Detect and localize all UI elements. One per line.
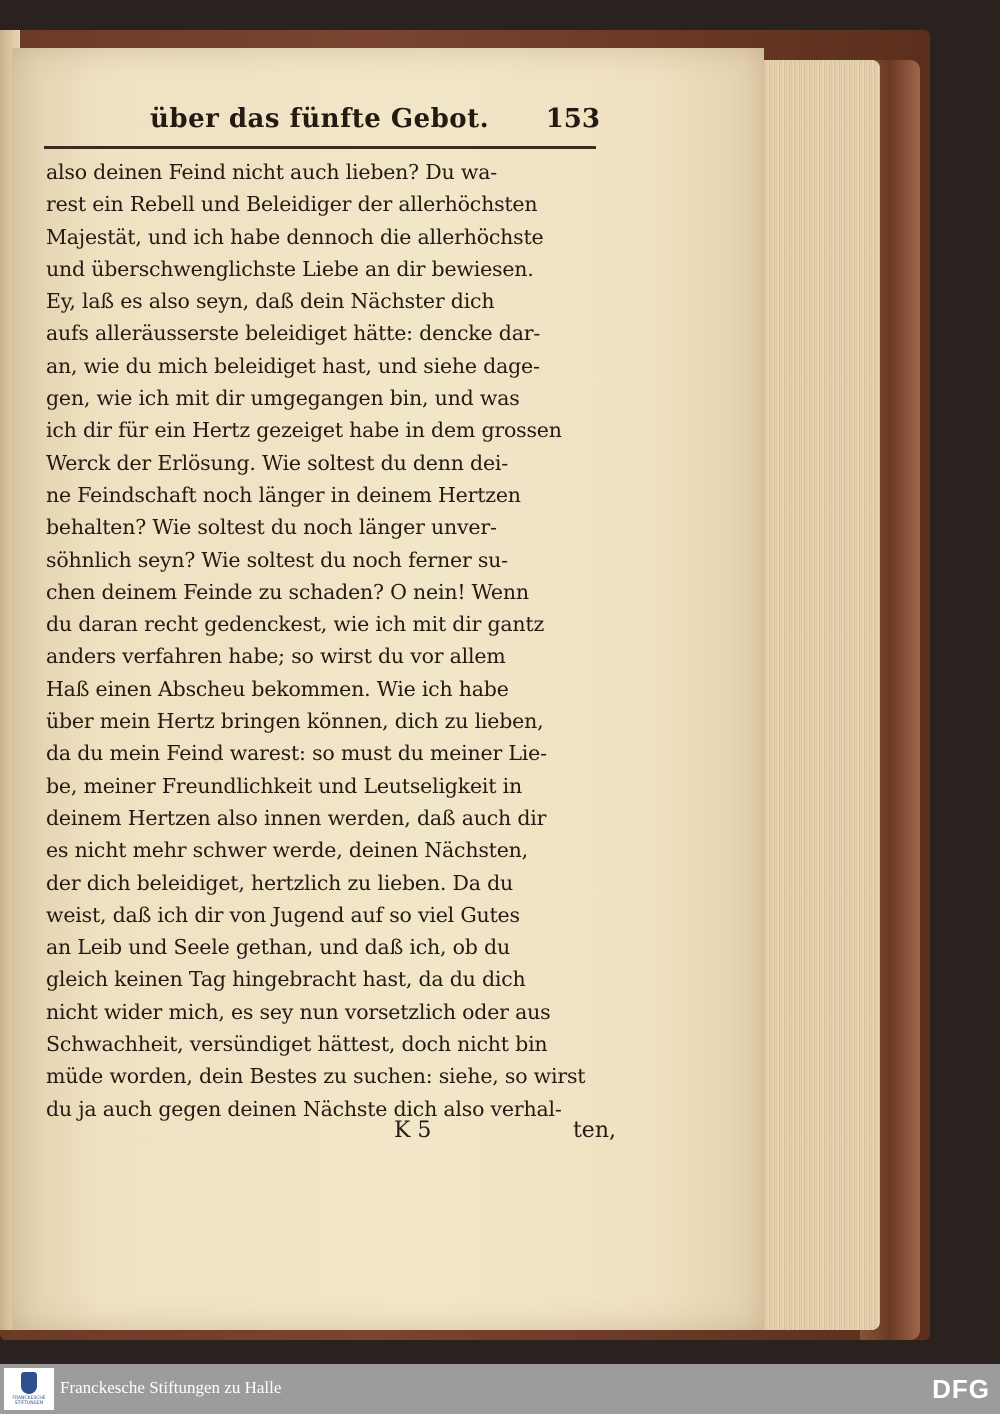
text-line: Majestät, und ich habe dennoch die allerhöchste — [46, 224, 544, 249]
running-head-title: über das fünfte Gebot. — [150, 104, 490, 134]
text-line: weist, daß ich dir von Jugend auf so viel Gutes — [46, 902, 520, 927]
text-line: müde worden, dein Bestes zu suchen: siehe, so wirst — [46, 1064, 586, 1089]
text-line: Ey, laß es also seyn, daß dein Nächster dich — [46, 289, 495, 314]
signature-mark: K 5 — [394, 1118, 432, 1143]
page-foot — [46, 1118, 616, 1152]
running-head — [150, 104, 600, 144]
page-fore-edge — [760, 60, 880, 1330]
page-number: 153 — [545, 104, 600, 134]
text-line: es nicht mehr schwer werde, deinen Nächsten, — [46, 838, 528, 863]
logo-label: FRANCKESCHE STIFTUNGEN — [12, 1396, 46, 1406]
text-line: anders verfahren habe; so wirst du vor allem — [46, 644, 506, 669]
text-line: behalten? Wie soltest du noch länger unver- — [46, 515, 497, 540]
text-line: gen, wie ich mit dir umgegangen bin, und was — [46, 386, 520, 411]
text-line: der dich beleidiget, hertzlich zu lieben. Da du — [46, 870, 513, 895]
text-line: rest ein Rebell und Beleidiger der allerhöchsten — [46, 192, 538, 217]
text-line: und überschwenglichste Liebe an dir bewiesen. — [46, 256, 534, 281]
text-line: Schwachheit, versündiget hättest, doch nicht bin — [46, 1032, 548, 1057]
text-line: da du mein Feind warest: so must du meiner Lie- — [46, 741, 547, 766]
text-line: deinem Hertzen also innen werden, daß auch dir — [46, 805, 547, 830]
text-line: über mein Hertz bringen können, dich zu lieben, — [46, 709, 544, 734]
text-line: Haß einen Abscheu bekommen. Wie ich habe — [46, 676, 509, 701]
text-line: ich dir für ein Hertz gezeiget habe in dem grossen — [46, 418, 562, 443]
text-line: gleich keinen Tag hingebracht hast, da du dich — [46, 967, 526, 992]
text-line: also deinen Feind nicht auch lieben? Du wa- — [46, 160, 497, 184]
text-line: an, wie du mich beleidiget hast, und siehe dage- — [46, 353, 540, 378]
text-line: chen deinem Feinde zu schaden? O nein! Wenn — [46, 579, 529, 604]
text-line: söhnlich seyn? Wie soltest du noch ferner su- — [46, 547, 508, 572]
text-line: be, meiner Freundlichkeit und Leutseligkeit in — [46, 773, 522, 798]
text-line: nicht wider mich, es sey nun vorsetzlich oder aus — [46, 999, 551, 1024]
body-text — [46, 156, 626, 1125]
institution-name: Franckesche Stiftungen zu Halle — [60, 1378, 282, 1397]
header-rule — [44, 146, 596, 149]
crest-icon — [21, 1372, 37, 1394]
text-line: ne Feindschaft noch länger in deinem Hertzen — [46, 482, 521, 507]
institution-logo[interactable] — [4, 1368, 54, 1410]
text-line: du ja auch gegen deinen Nächste dich also verhal- — [46, 1096, 562, 1121]
text-line: du daran recht gedenckest, wie ich mit dir gantz — [46, 612, 545, 637]
text-line: an Leib und Seele gethan, und daß ich, ob du — [46, 935, 510, 960]
catchword: ten, — [572, 1118, 616, 1143]
viewer-footer — [0, 1364, 1000, 1414]
text-line: Werck der Erlösung. Wie soltest du denn dei- — [46, 450, 508, 475]
dfg-logo[interactable]: DFG — [932, 1374, 990, 1404]
text-line: aufs alleräusserste beleidiget hätte: dencke dar- — [46, 321, 541, 346]
